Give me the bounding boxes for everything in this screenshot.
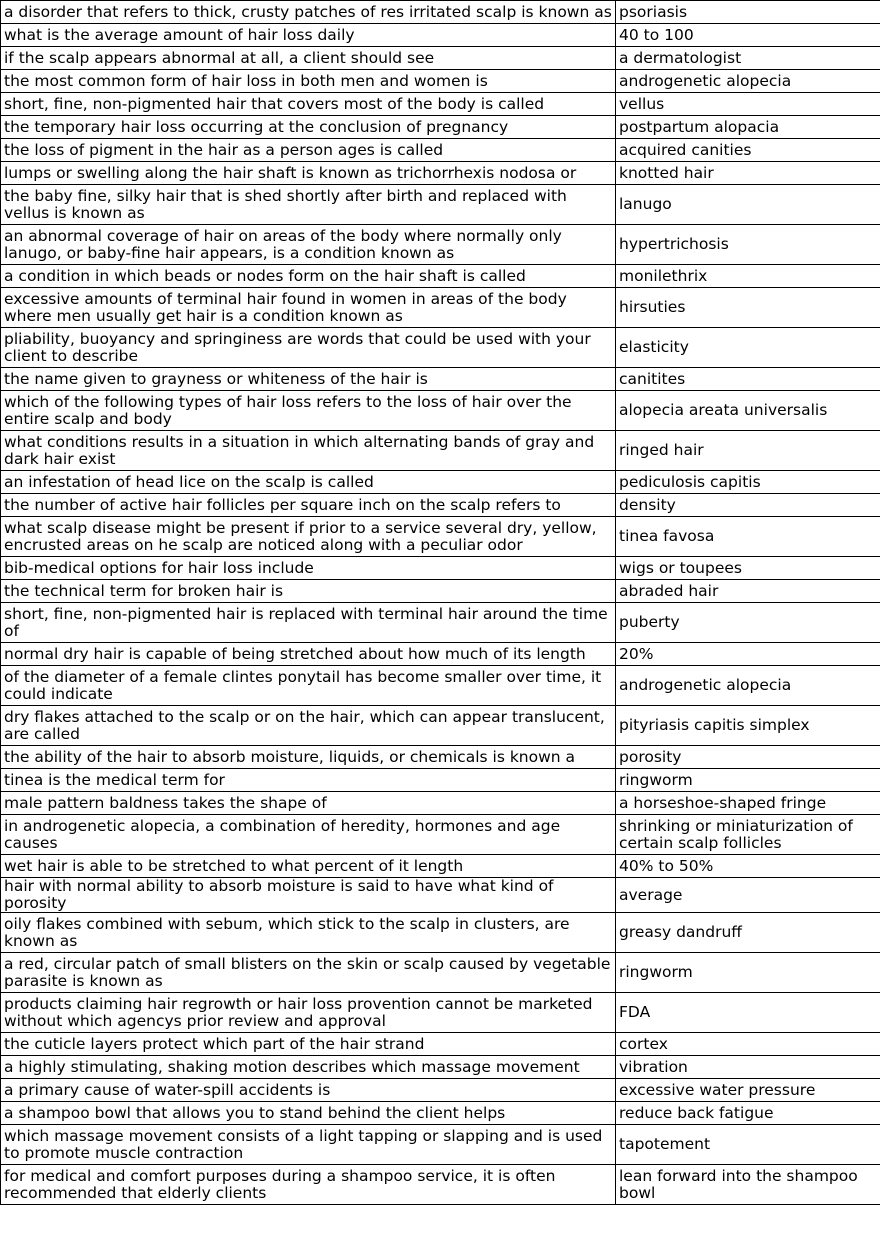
question-cell: lumps or swelling along the hair shaft is known as trichorrhexis nodosa or <box>1 162 616 185</box>
answer-cell: monilethrix <box>616 265 880 288</box>
question-cell: the loss of pigment in the hair as a person ages is called <box>1 139 616 162</box>
table-row <box>1 1102 880 1125</box>
answer-cell: androgenetic alopecia <box>616 666 880 706</box>
question-cell: pliability, buoyancy and springiness are words that could be used with your client to describe <box>1 328 616 368</box>
question-cell: a shampoo bowl that allows you to stand behind the client helps <box>1 1102 616 1125</box>
table-row <box>1 769 880 792</box>
table-row <box>1 953 880 993</box>
table-row <box>1 185 880 225</box>
answer-cell: shrinking or miniaturization of certain scalp follicles <box>616 815 880 855</box>
table-row <box>1 603 880 643</box>
table-row <box>1 93 880 116</box>
table-row <box>1 1033 880 1056</box>
question-cell: a highly stimulating, shaking motion describes which massage movement <box>1 1056 616 1079</box>
answer-cell: FDA <box>616 993 880 1033</box>
answer-cell: alopecia areata universalis <box>616 391 880 431</box>
table-row <box>1 391 880 431</box>
table-row <box>1 557 880 580</box>
answer-cell: postpartum alopacia <box>616 116 880 139</box>
answer-cell: greasy dandruff <box>616 913 880 953</box>
table-row <box>1 855 880 878</box>
table-row <box>1 116 880 139</box>
question-cell: what conditions results in a situation in which alternating bands of gray and dark hair exist <box>1 431 616 471</box>
question-cell: an abnormal coverage of hair on areas of the body where normally only lanugo, or baby-fine hair appears, is a condition known as <box>1 225 616 265</box>
table-row <box>1 1125 880 1165</box>
answer-cell: ringworm <box>616 953 880 993</box>
answer-cell: hirsuties <box>616 288 880 328</box>
table-row <box>1 792 880 815</box>
question-cell: the cuticle layers protect which part of the hair strand <box>1 1033 616 1056</box>
answer-cell: hypertrichosis <box>616 225 880 265</box>
question-cell: a condition in which beads or nodes form on the hair shaft is called <box>1 265 616 288</box>
answer-cell: androgenetic alopecia <box>616 70 880 93</box>
question-cell: a disorder that refers to thick, crusty patches of res irritated scalp is known as <box>1 1 616 24</box>
table-row <box>1 746 880 769</box>
table-row <box>1 494 880 517</box>
table-row <box>1 580 880 603</box>
answer-cell: cortex <box>616 1033 880 1056</box>
answer-cell: reduce back fatigue <box>616 1102 880 1125</box>
answer-cell: tapotement <box>616 1125 880 1165</box>
answer-cell: abraded hair <box>616 580 880 603</box>
question-cell: normal dry hair is capable of being stretched about how much of its length <box>1 643 616 666</box>
answer-cell: puberty <box>616 603 880 643</box>
question-cell: a primary cause of water-spill accidents is <box>1 1079 616 1102</box>
question-cell: hair with normal ability to absorb moisture is said to have what kind of porosity <box>1 878 616 913</box>
answer-cell: vellus <box>616 93 880 116</box>
question-cell: if the scalp appears abnormal at all, a client should see <box>1 47 616 70</box>
table-row <box>1 265 880 288</box>
question-cell: of the diameter of a female clintes ponytail has become smaller over time, it could indicate <box>1 666 616 706</box>
question-cell: which massage movement consists of a light tapping or slapping and is used to promote muscle contraction <box>1 1125 616 1165</box>
table-row <box>1 993 880 1033</box>
table-row <box>1 666 880 706</box>
table-row <box>1 517 880 557</box>
question-cell: wet hair is able to be stretched to what percent of it length <box>1 855 616 878</box>
question-cell: for medical and comfort purposes during a shampoo service, it is often recommended that elderly clients <box>1 1165 616 1205</box>
question-cell: oily flakes combined with sebum, which stick to the scalp in clusters, are known as <box>1 913 616 953</box>
answer-cell: average <box>616 878 880 913</box>
question-cell: bib-medical options for hair loss include <box>1 557 616 580</box>
answer-cell: 40% to 50% <box>616 855 880 878</box>
answer-cell: wigs or toupees <box>616 557 880 580</box>
question-cell: which of the following types of hair loss refers to the loss of hair over the entire scalp and body <box>1 391 616 431</box>
table-row <box>1 328 880 368</box>
table-row <box>1 1 880 24</box>
table-row <box>1 1165 880 1205</box>
question-cell: the name given to grayness or whiteness of the hair is <box>1 368 616 391</box>
answer-cell: a horseshoe-shaped fringe <box>616 792 880 815</box>
question-cell: short, fine, non-pigmented hair that covers most of the body is called <box>1 93 616 116</box>
table-row <box>1 225 880 265</box>
answer-cell: lean forward into the shampoo bowl <box>616 1165 880 1205</box>
answer-cell: elasticity <box>616 328 880 368</box>
table-row <box>1 368 880 391</box>
answer-cell: excessive water pressure <box>616 1079 880 1102</box>
answer-cell: pediculosis capitis <box>616 471 880 494</box>
question-cell: the ability of the hair to absorb moisture, liquids, or chemicals is known a <box>1 746 616 769</box>
table-row <box>1 1056 880 1079</box>
question-cell: short, fine, non-pigmented hair is replaced with terminal hair around the time of <box>1 603 616 643</box>
answer-cell: a dermatologist <box>616 47 880 70</box>
question-cell: what scalp disease might be present if prior to a service several dry, yellow, encrusted areas on he scalp are noticed along with a peculiar odor <box>1 517 616 557</box>
answer-cell: 40 to 100 <box>616 24 880 47</box>
table-row <box>1 815 880 855</box>
answer-cell: acquired canities <box>616 139 880 162</box>
question-cell: in androgenetic alopecia, a combination of heredity, hormones and age causes <box>1 815 616 855</box>
question-cell: an infestation of head lice on the scalp is called <box>1 471 616 494</box>
question-cell: the temporary hair loss occurring at the conclusion of pregnancy <box>1 116 616 139</box>
answer-cell: knotted hair <box>616 162 880 185</box>
answer-cell: 20% <box>616 643 880 666</box>
table-row <box>1 139 880 162</box>
question-cell: the baby fine, silky hair that is shed shortly after birth and replaced with vellus is known as <box>1 185 616 225</box>
table-row <box>1 24 880 47</box>
question-cell: male pattern baldness takes the shape of <box>1 792 616 815</box>
answer-cell: tinea favosa <box>616 517 880 557</box>
question-cell: the most common form of hair loss in both men and women is <box>1 70 616 93</box>
question-cell: the number of active hair follicles per square inch on the scalp refers to <box>1 494 616 517</box>
answer-cell: psoriasis <box>616 1 880 24</box>
table-row <box>1 643 880 666</box>
table-row <box>1 878 880 913</box>
table-row <box>1 1079 880 1102</box>
answer-cell: porosity <box>616 746 880 769</box>
answer-cell: ringworm <box>616 769 880 792</box>
answer-cell: canitites <box>616 368 880 391</box>
question-cell: dry flakes attached to the scalp or on the hair, which can appear translucent, are called <box>1 706 616 746</box>
answer-cell: pityriasis capitis simplex <box>616 706 880 746</box>
answer-cell: vibration <box>616 1056 880 1079</box>
question-cell: the technical term for broken hair is <box>1 580 616 603</box>
question-cell: products claiming hair regrowth or hair loss provention cannot be marketed without which agencys prior review and approval <box>1 993 616 1033</box>
table-row <box>1 471 880 494</box>
table-row <box>1 70 880 93</box>
question-cell: excessive amounts of terminal hair found in women in areas of the body where men usually get hair is a condition known as <box>1 288 616 328</box>
question-cell: what is the average amount of hair loss daily <box>1 24 616 47</box>
table-row <box>1 706 880 746</box>
table-row <box>1 288 880 328</box>
table-row <box>1 47 880 70</box>
answer-cell: density <box>616 494 880 517</box>
question-cell: tinea is the medical term for <box>1 769 616 792</box>
table-row <box>1 431 880 471</box>
answer-cell: lanugo <box>616 185 880 225</box>
question-cell: a red, circular patch of small blisters on the skin or scalp caused by vegetable parasite is known as <box>1 953 616 993</box>
table-row <box>1 913 880 953</box>
table-row <box>1 162 880 185</box>
answer-cell: ringed hair <box>616 431 880 471</box>
